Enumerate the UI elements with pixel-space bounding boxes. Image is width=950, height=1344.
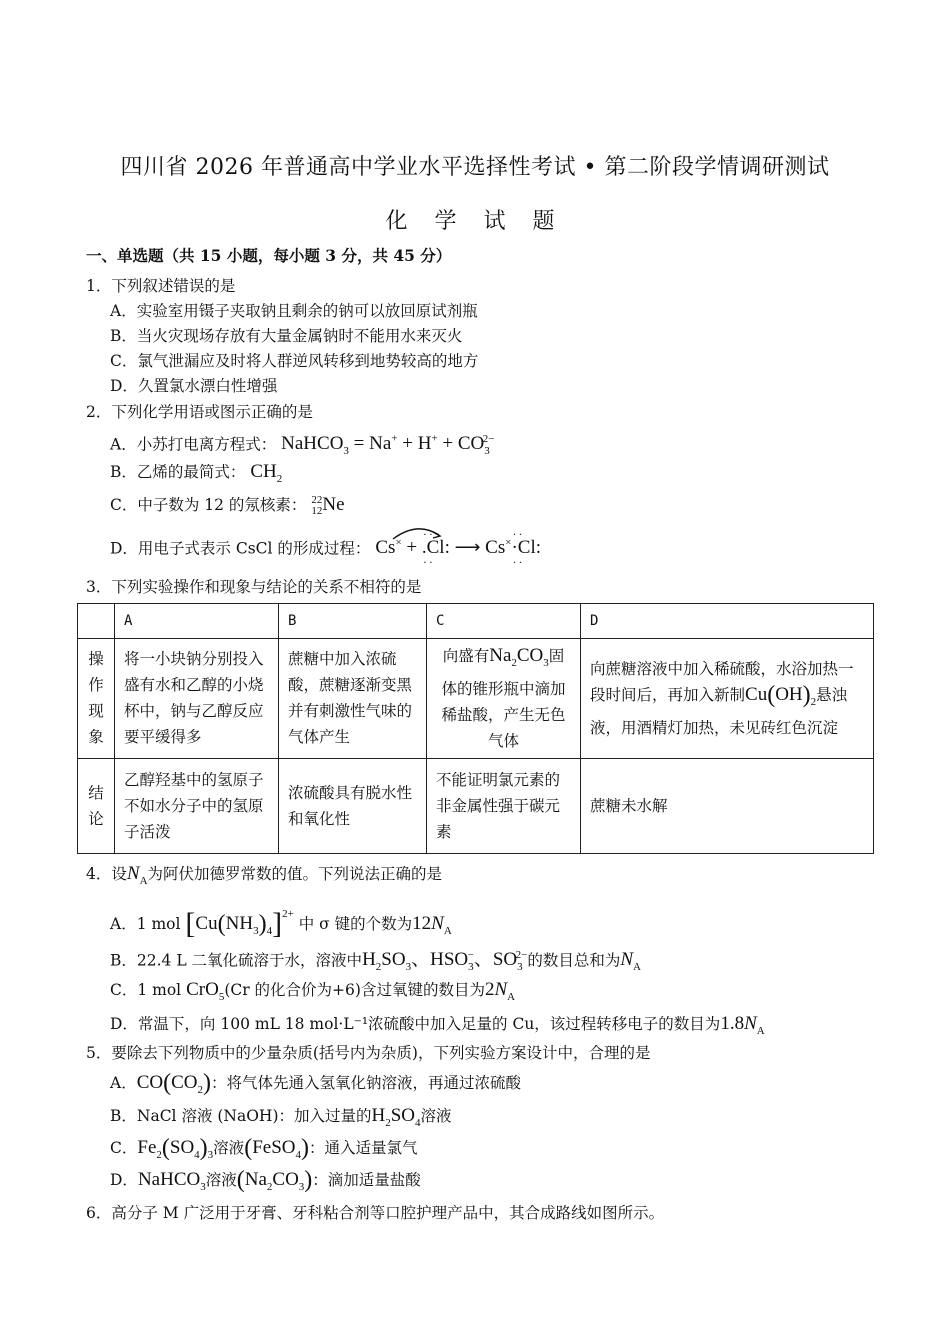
question-5-option-d: D．NaHCO$_3$溶液$(Na_2CO_3)$：滴加适量盐酸 (110, 1167, 421, 1193)
table-row (78, 639, 874, 759)
table-cell: 浓硫酸具有脱水性和氧化性 (279, 758, 427, 853)
question-6-stem: 6．高分子 M 广泛用于牙膏、牙科粘合剂等口腔护理产品中，其合成路线如图所示。 (86, 1204, 665, 1222)
option-b-text: B．乙烯的最简式： (110, 463, 246, 481)
question-4-stem: 4．设$N_A$为阿伏加德罗常数的值。下列说法正确的是 (86, 863, 443, 887)
table-header-cell: C (427, 604, 581, 639)
section-heading: 一、单选题（共 15 小题，每小题 3 分，共 45 分） (86, 246, 452, 265)
cscl-electron-dot-formation: Cs× + .Cl ·· ·· : ⟶ Cs×·Cl ·· ·· : (375, 537, 541, 558)
experiment-table (77, 603, 874, 854)
option-a-text: A．小苏打电离方程式： (110, 435, 277, 454)
option-d-text: D．用电子式表示 CsCl 的形成过程： (110, 539, 371, 558)
iron-sulfate-formula: $Fe_2(SO_4)_3$ (137, 1135, 214, 1161)
avogadro-symbol: $N_A$ (620, 949, 641, 974)
table-cell: 不能证明氯元素的非金属性强于碳元素 (427, 758, 581, 853)
avogadro-symbol: $N_A$ (126, 863, 148, 887)
table-cell: 蔗糖中加入浓硫酸，蔗糖逐渐变黑并有刺激性气味的气体产生 (279, 639, 427, 759)
question-2-option-a (110, 429, 495, 461)
co-co2-formula: $CO(CO_2)$ (136, 1070, 212, 1096)
electron-transfer-count: $1.8N_A$ (720, 1013, 765, 1037)
table-cell: 乙醇羟基中的氢原子不如水分子中的氢原子活泼 (115, 758, 279, 853)
table-header-row (78, 604, 874, 639)
table-cell: 向盛有$Na_2CO_3$固体的锥形瓶中滴加稀盐酸，产生无色气体 (427, 639, 581, 759)
question-1-option-b: B．当火灾现场存放有大量金属钠时不能用水来灭火 (110, 327, 463, 345)
question-5-option-b: B．NaCl 溶液 (NaOH)：加入过量的$H_2SO_4$溶液 (110, 1105, 452, 1129)
copper-ammine-complex-formula: $[Cu(NH_3)_4]^{2+}$ (185, 907, 294, 940)
nahco3-formula: NaHCO$_3$ (137, 1169, 206, 1193)
question-1-stem: 1．下列叙述错误的是 (86, 277, 236, 295)
row-label-conclusion: 结 论 (78, 758, 115, 853)
na2co3-formula: $Na_2CO_3$ (489, 645, 549, 669)
ethylene-empirical-formula: $CH_2$ (250, 461, 283, 485)
peroxide-bond-count: $2N_A$ (484, 979, 516, 1003)
page-title: 四川省 2026 年普通高中学业水平选择性考试 • 第二阶段学情调研测试 (120, 155, 830, 180)
question-2-option-b (110, 462, 282, 489)
page-subtitle: 化 学 试 题 (385, 209, 565, 234)
question-4-option-b: B．22.4 L 二氧化硫溶于水，溶液中$H_2SO_3$、$HSO_3^-$、$SO_3^{2-}$的数目总和为$N_A$ (110, 949, 641, 974)
table-row (78, 758, 874, 853)
question-2-option-d (110, 527, 542, 570)
table-header-cell: D (581, 604, 874, 639)
question-1-option-a: A．实验室用镊子夹取钠且剩余的钠可以放回原试剂瓶 (110, 302, 478, 320)
row-label-operation: 操 作 现 象 (78, 639, 115, 759)
na2co3-impurity-formula: $(Na_2CO_3)$ (236, 1167, 313, 1193)
sulfur-species-formulas: $H_2SO_3$、$HSO_3^-$、$SO_3^{2-}$ (362, 949, 528, 974)
neon-nuclide-symbol: 22 12Ne (311, 494, 345, 517)
question-2-option-c (110, 495, 345, 517)
question-5-option-a: A．$CO(CO_2)$：将气体先通入氢氧化钠溶液，再通过浓硫酸 (110, 1070, 522, 1096)
table-header-cell: A (115, 604, 279, 639)
feso4-formula: (FeSO$_4$) (244, 1135, 309, 1161)
cro5-formula: CrO$_5$ (186, 979, 225, 1003)
table-header-cell (78, 604, 115, 639)
question-4-option-c: C．1 mol CrO$_5$(Cr 的化合价为+6)含过氧键的数目为$2N_A$ (110, 979, 516, 1003)
question-2-stem: 2．下列化学用语或图示正确的是 (86, 403, 313, 421)
table-cell: 蔗糖未水解 (581, 758, 874, 853)
table-cell: 向蔗糖溶液中加入稀硫酸，水浴加热一段时间后，再加入新制$Cu(OH)_2$悬浊液，用酒精灯加热，未见砖红色沉淀 (581, 639, 874, 759)
question-5-option-c: C．$Fe_2(SO_4)_3$溶液(FeSO$_4$)：通入适量氯气 (110, 1135, 418, 1161)
h2so4-formula: $H_2SO_4$ (371, 1105, 421, 1129)
cuoh2-formula: $Cu(OH)_2$ (745, 682, 817, 708)
sigma-bond-count: $12N_A$ (412, 913, 452, 937)
question-1-option-d: D．久置氯水漂白性增强 (110, 377, 278, 395)
question-5-stem: 5．要除去下列物质中的少量杂质(括号内为杂质)，下列实验方案设计中，合理的是 (86, 1044, 651, 1062)
question-3-stem: 3．下列实验操作和现象与结论的关系不相符的是 (86, 578, 422, 596)
table-cell: 将一小块钠分别投入盛有水和乙醇的小烧杯中，钠与乙醇反应要平缓得多 (115, 639, 279, 759)
table-header-cell: B (279, 604, 427, 639)
question-4-option-d: D．常温下，向 100 mL 18 mol·L⁻¹浓硫酸中加入足量的 Cu，该过程转移电子的数目为$1.8N_A$ (110, 1013, 765, 1037)
option-c-text: C．中子数为 12 的氖核素： (110, 496, 307, 514)
question-1-option-c: C．氯气泄漏应及时将人群逆风转移到地势较高的地方 (110, 352, 479, 370)
question-4-option-a: A．1 mol $[Cu(NH_3)_4]^{2+}$ 中 σ 键的个数为$12N_A$ (110, 907, 452, 940)
nahco3-ionization-equation: NaHCO$_3$ = $Na^+ + H^+ + CO_3^{2-}$ (281, 433, 495, 458)
